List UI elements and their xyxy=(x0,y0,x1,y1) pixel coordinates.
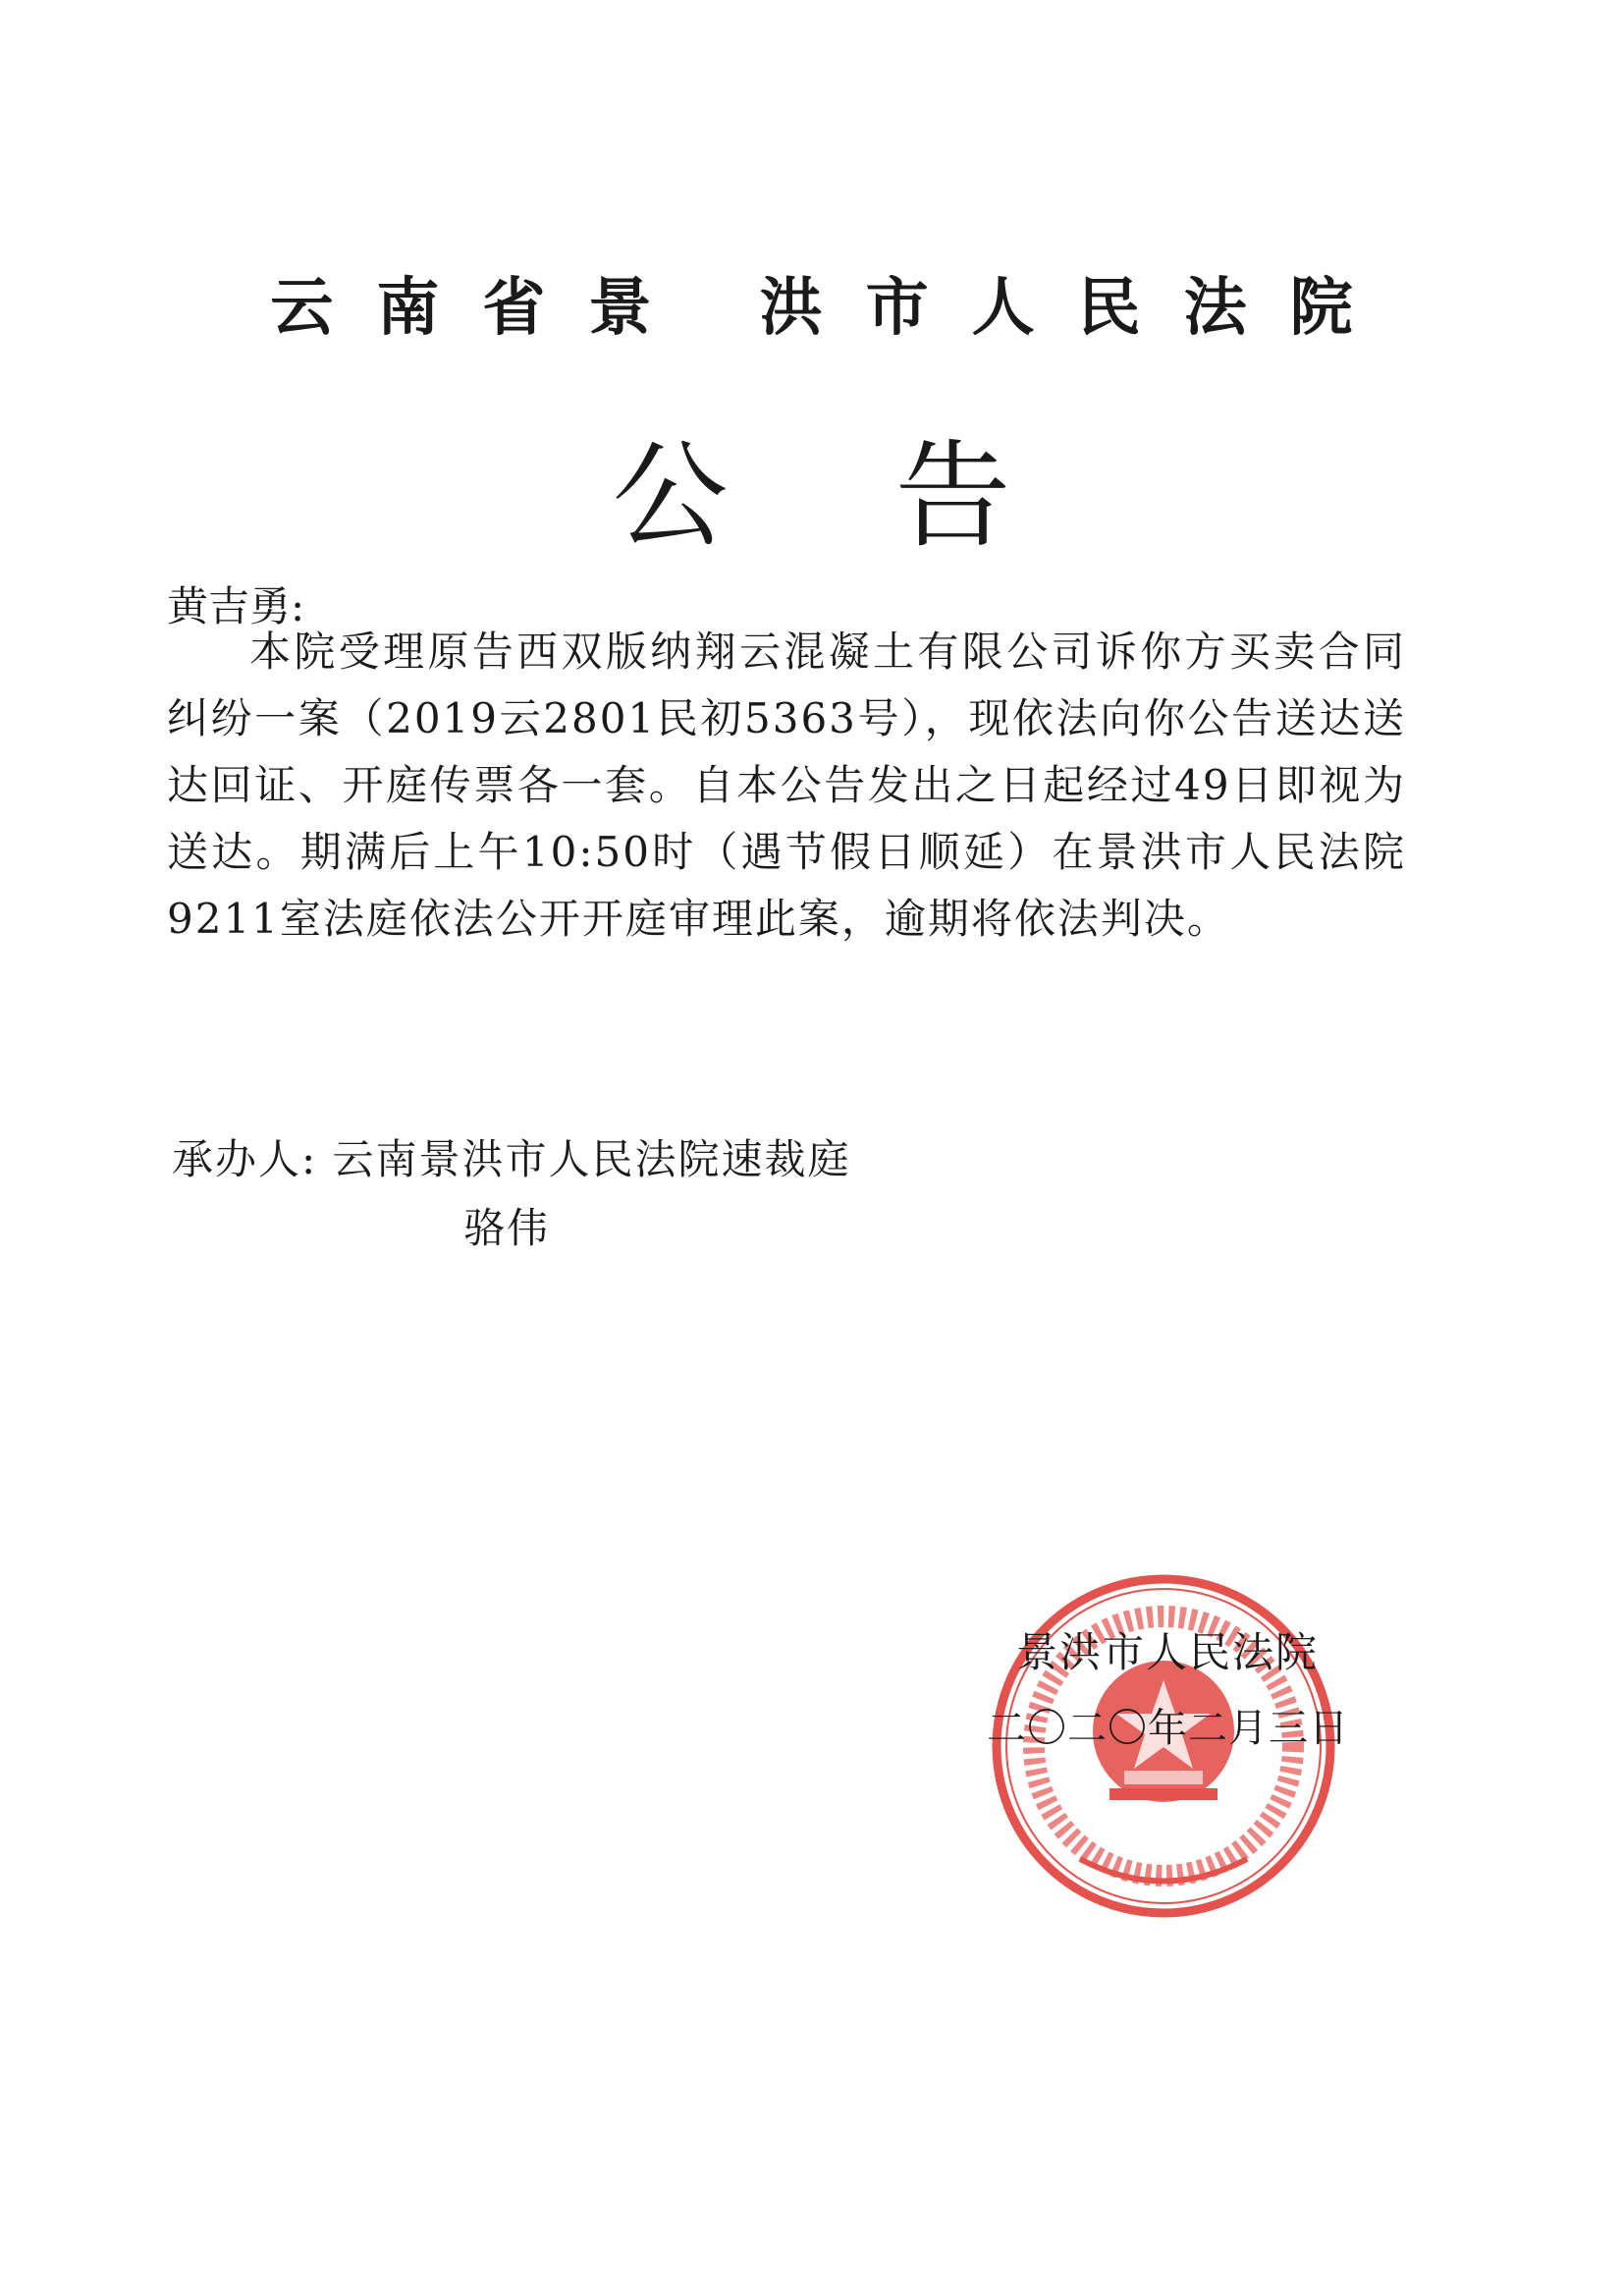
addressee: 黄吉勇: xyxy=(167,582,305,630)
notice-body: 本院受理原告西双版纳翔云混凝土有限公司诉你方买卖合同纠纷一案（2019云2801民初5363号），现依法向你公告送达送达回证、开庭传票各一套。自本公告发出之日起经过49日即视为送达。期满后上午10:50时（遇节假日顺延）在景洪市人民法院9211室法庭依法公开开庭审理此案，逾期将依法判决。 xyxy=(167,628,1406,943)
document-title: 公告 xyxy=(612,428,1178,564)
signing-court: 景洪市人民法院 xyxy=(1016,1628,1320,1676)
handler-person: 骆伟 xyxy=(463,1204,551,1252)
court-name-heading: 云南省景 洪市人民法院 xyxy=(270,272,1396,345)
signing-date: 二〇二〇年二月三日 xyxy=(987,1706,1349,1751)
handler-label: 承办人: 云南景洪市人民法院速裁庭 xyxy=(172,1135,851,1183)
